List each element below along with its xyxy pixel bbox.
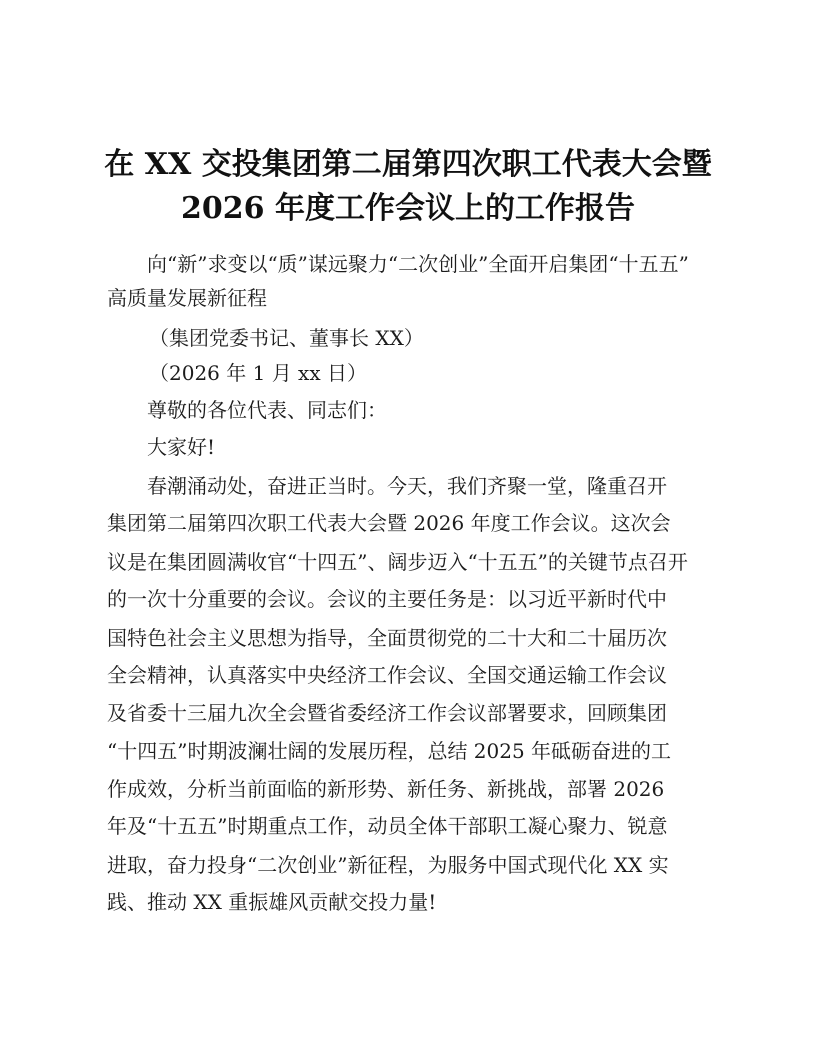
- body-line-10: 年及“十五五”时期重点工作，动员全体干部职工凝心聚力、锐意: [107, 814, 668, 838]
- subtitle-line-1: 向“新”求变以“质”谋远聚力“二次创业”全面开启集团“十五五”: [147, 252, 689, 276]
- report-title-line-1: 在 XX 交投集团第二届第四次职工代表大会暨: [104, 147, 712, 182]
- body-line-12: 践、推动 XX 重振雄风贡献交投力量!: [107, 890, 437, 914]
- body-line-8: “十四五”时期波澜壮阔的发展历程，总结 2025 年砥砺奋进的工: [107, 739, 672, 763]
- salutation: 尊敬的各位代表、同志们：: [147, 398, 387, 422]
- body-line-11: 进取，奋力投身“二次创业”新征程，为服务中国式现代化 XX 实: [107, 853, 669, 877]
- body-line-3: 议是在集团圆满收官“十四五”、阔步迈入“十五五”的关键节点召开: [107, 550, 688, 574]
- subtitle-line-2: 高质量发展新征程: [107, 286, 267, 310]
- body-line-7: 及省委十三届九次全会暨省委经济工作会议部署要求，回顾集团: [107, 701, 667, 725]
- body-line-5: 国特色社会主义思想为指导，全面贯彻党的二十大和二十届历次: [107, 626, 667, 650]
- speaker-line: （集团党委书记、董事长 XX）: [149, 326, 424, 350]
- body-line-2: 集团第二届第四次职工代表大会暨 2026 年度工作会议。这次会: [107, 511, 671, 535]
- body-line-4: 的一次十分重要的会议。会议的主要任务是：以习近平新时代中: [107, 587, 667, 611]
- body-line-6: 全会精神，认真落实中央经济工作会议、全国交通运输工作会议: [107, 663, 667, 687]
- date-line: （2026 年 1 月 xx 日）: [149, 361, 367, 385]
- body-line-9: 作成效，分析当前面临的新形势、新任务、新挑战，部署 2026: [107, 777, 665, 801]
- body-line-1: 春潮涌动处，奋进正当时。今天，我们齐聚一堂，隆重召开: [147, 474, 667, 498]
- report-title-line-2: 2026 年度工作会议上的工作报告: [181, 191, 635, 226]
- greeting: 大家好!: [147, 435, 216, 459]
